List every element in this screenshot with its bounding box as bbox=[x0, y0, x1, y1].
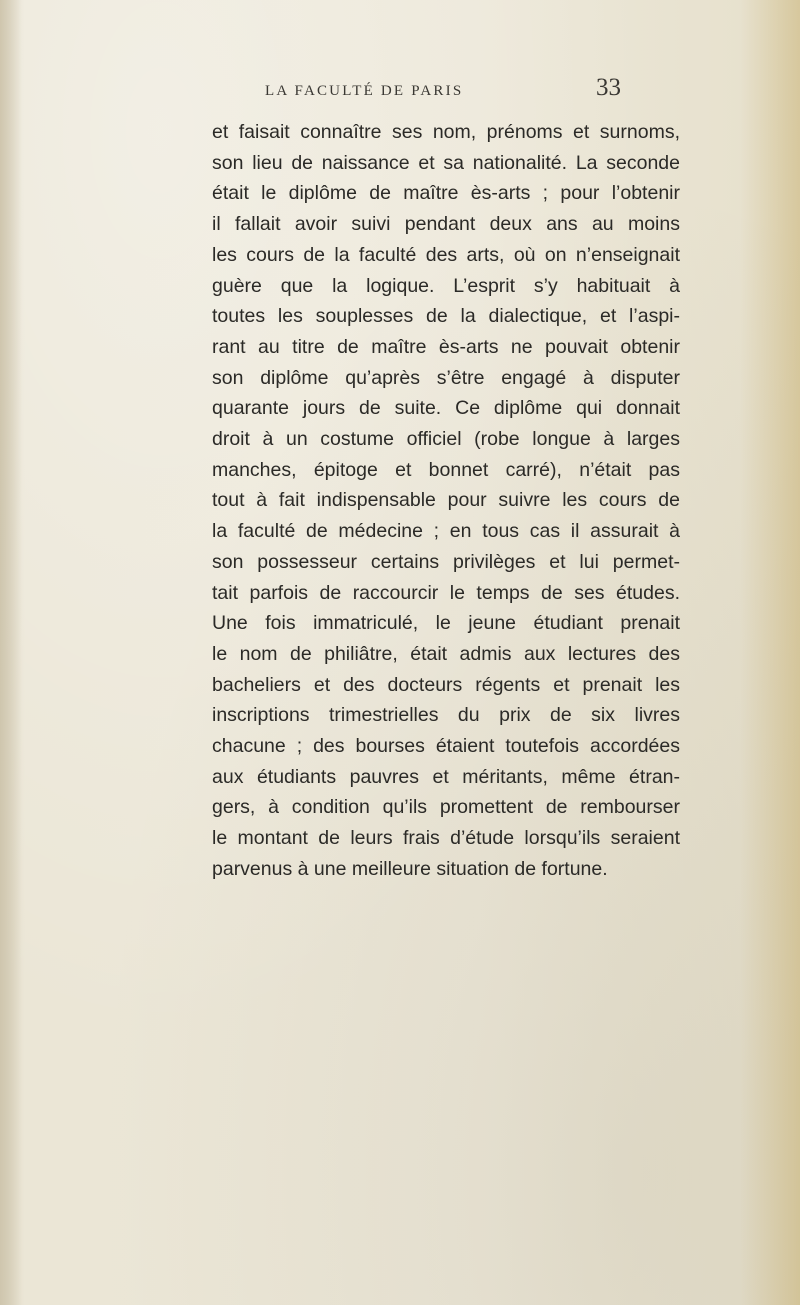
text-line: droit à un costume officiel (robe longue à larges bbox=[212, 428, 680, 451]
page-number: 33 bbox=[596, 74, 621, 101]
text-line: son possesseur certains privilèges et lui permet- bbox=[212, 550, 680, 573]
text-line: et faisait connaître ses nom, prénoms et surnoms, bbox=[212, 121, 680, 143]
running-head: LA FACULTÉ DE PARIS bbox=[265, 83, 464, 99]
body-text bbox=[212, 117, 680, 885]
text-line: tait parfois de raccourcir le temps de ses études. bbox=[212, 581, 680, 604]
text-line: Une fois immatriculé, le jeune étudiant prenait bbox=[212, 612, 680, 635]
text-line: quarante jours de suite. Ce diplôme qui donnait bbox=[212, 397, 680, 420]
text-line: le nom de philiâtre, était admis aux lectures des bbox=[212, 642, 680, 665]
text-line: manches, épitoge et bonnet carré), n’était pas bbox=[212, 458, 680, 481]
text-line: chacune ; des bourses étaient toutefois accordées bbox=[212, 735, 680, 758]
text-line: inscriptions trimestrielles du prix de six livres bbox=[212, 704, 680, 727]
text-line: il fallait avoir suivi pendant deux ans au moins bbox=[212, 213, 680, 236]
page-right-stain bbox=[740, 0, 800, 1305]
page-left-shadow bbox=[0, 0, 22, 1305]
text-line: était le diplôme de maître ès-arts ; pour l’obtenir bbox=[212, 182, 680, 205]
text-line: tout à fait indispensable pour suivre les cours de bbox=[212, 489, 680, 512]
text-line: la faculté de médecine ; en tous cas il assurait à bbox=[212, 520, 680, 543]
text-line: aux étudiants pauvres et méritants, même étran- bbox=[212, 765, 680, 788]
text-line: parvenus à une meilleure situation de fortune. bbox=[212, 857, 608, 880]
text-line: guère que la logique. L’esprit s’y habituait à bbox=[212, 274, 680, 297]
text-line: toutes les souplesses de la dialectique, et l’aspi- bbox=[212, 305, 680, 328]
text-line: son lieu de naissance et sa nationalité. La seconde bbox=[212, 151, 680, 174]
text-line: le montant de leurs frais d’étude lorsqu’ils seraient bbox=[212, 827, 680, 850]
text-line: rant au titre de maître ès-arts ne pouvait obtenir bbox=[212, 335, 680, 358]
text-line: bacheliers et des docteurs régents et prenait les bbox=[212, 673, 680, 696]
text-line: gers, à condition qu’ils promettent de rembourser bbox=[212, 796, 680, 819]
text-line: les cours de la faculté des arts, où on n’enseignait bbox=[212, 243, 680, 266]
text-line: son diplôme qu’après s’être engagé à disputer bbox=[212, 366, 680, 389]
